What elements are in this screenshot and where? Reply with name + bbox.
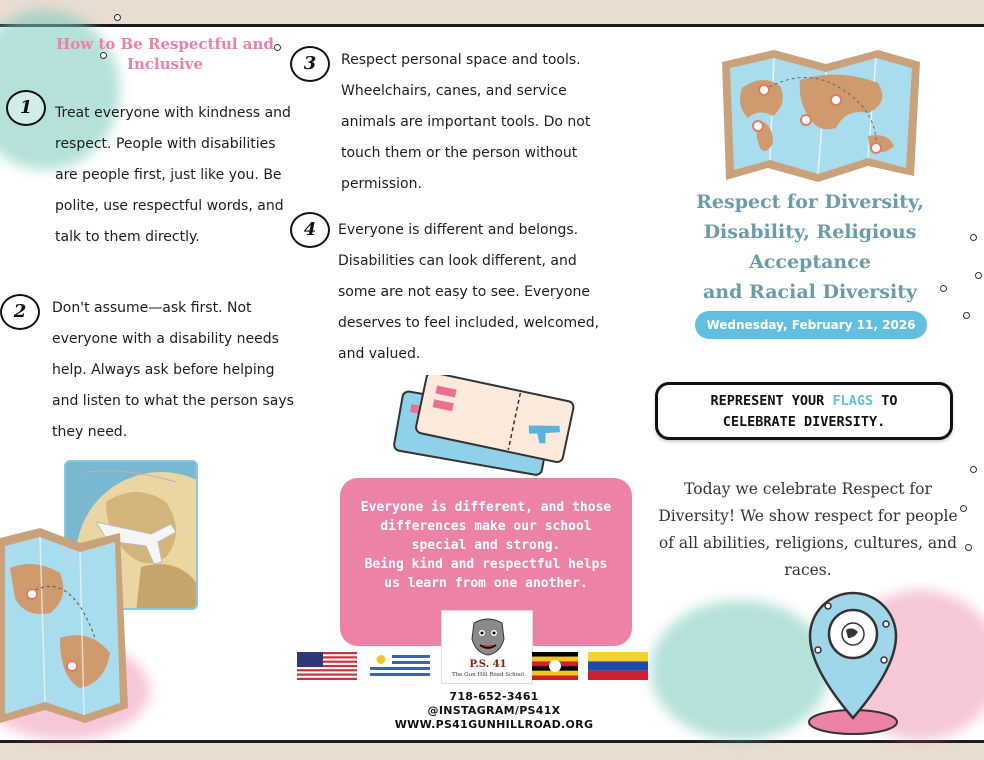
phone-number: 718-652-3461 [449,690,539,703]
bottom-border-line [0,740,984,743]
number-badge-2: 2 [0,294,40,330]
decorative-dot [114,14,121,21]
event-title-line-3: Acceptance [749,251,871,273]
section-heading: How to Be Respectful and Inclusive [56,35,274,73]
event-date-badge: Wednesday, February 11, 2026 [695,311,927,339]
decorative-dot [965,544,972,551]
world-map-icon [718,48,924,184]
airplane-tickets-icon [388,375,578,485]
uganda-flag [532,652,578,680]
banner-text-part1: REPRESENT YOUR [710,393,833,409]
decorative-dot [975,272,982,279]
event-title [665,187,955,307]
number-badge-4: 4 [290,212,330,248]
callout-line-1: Everyone is different, and those differences make our school special and strong. [360,500,612,553]
decorative-dot [963,312,970,319]
school-subtitle: The Gun Hill Road School [451,672,525,678]
usa-flag [297,652,357,680]
banner-line-2: CELEBRATE DIVERSITY. [722,414,886,430]
globe-location-pin-icon [788,588,918,740]
school-name: P.S. 41 [469,659,507,670]
tip-3-text: Respect personal space and tools. Wheelchairs, canes, and service animals are important tools. Do not touch them or the person without permission. [341,52,591,192]
celebration-message: Today we celebrate Respect for Diversity! We show respect for people of all abilities, religions, cultures, and races. [658,480,958,579]
event-title-line-1: Respect for Diversity, [696,191,924,213]
decorative-dot [970,234,977,241]
decorative-dot [970,466,977,473]
number-badge-3: 3 [290,46,330,82]
tip-2-text: Don't assume—ask first. Not everyone with a disability needs help. Always ask before helping and listen to what the person says they need. [52,300,294,440]
uruguay-flag [370,652,430,680]
banner-accent-word: FLAGS [832,393,874,409]
tip-1-text: Treat everyone with kindness and respect. People with disabilities are people first, just like you. Be polite, use respectful words, and talk to them directly. [55,105,291,245]
number-badge-1: 1 [6,90,46,126]
tip-4-text: Everyone is different and belongs. Disabilities can look different, and some are not easy to see. Everyone deserves to feel included, welcomed, and valued. [338,222,600,362]
instagram-handle: @INSTAGRAM/PS41X [427,704,561,717]
school-logo [441,610,533,684]
banner-line-1 [658,391,950,412]
bulldog-mascot-icon [470,617,506,657]
top-border [0,0,984,26]
event-title-line-2: Disability, Religious [703,221,917,243]
world-map-icon-small [0,528,130,742]
venezuela-flag [588,652,648,680]
website-address: WWW.PS41GUNHILLROAD.ORG [394,718,594,731]
bottom-border [0,742,984,760]
banner-text-part2: TO [873,393,898,409]
flags-banner [655,382,953,440]
callout-line-2: Being kind and respectful helps us learn from one another. [364,557,608,591]
event-title-line-4: and Racial Diversity [702,281,918,303]
top-border-line [0,24,984,27]
